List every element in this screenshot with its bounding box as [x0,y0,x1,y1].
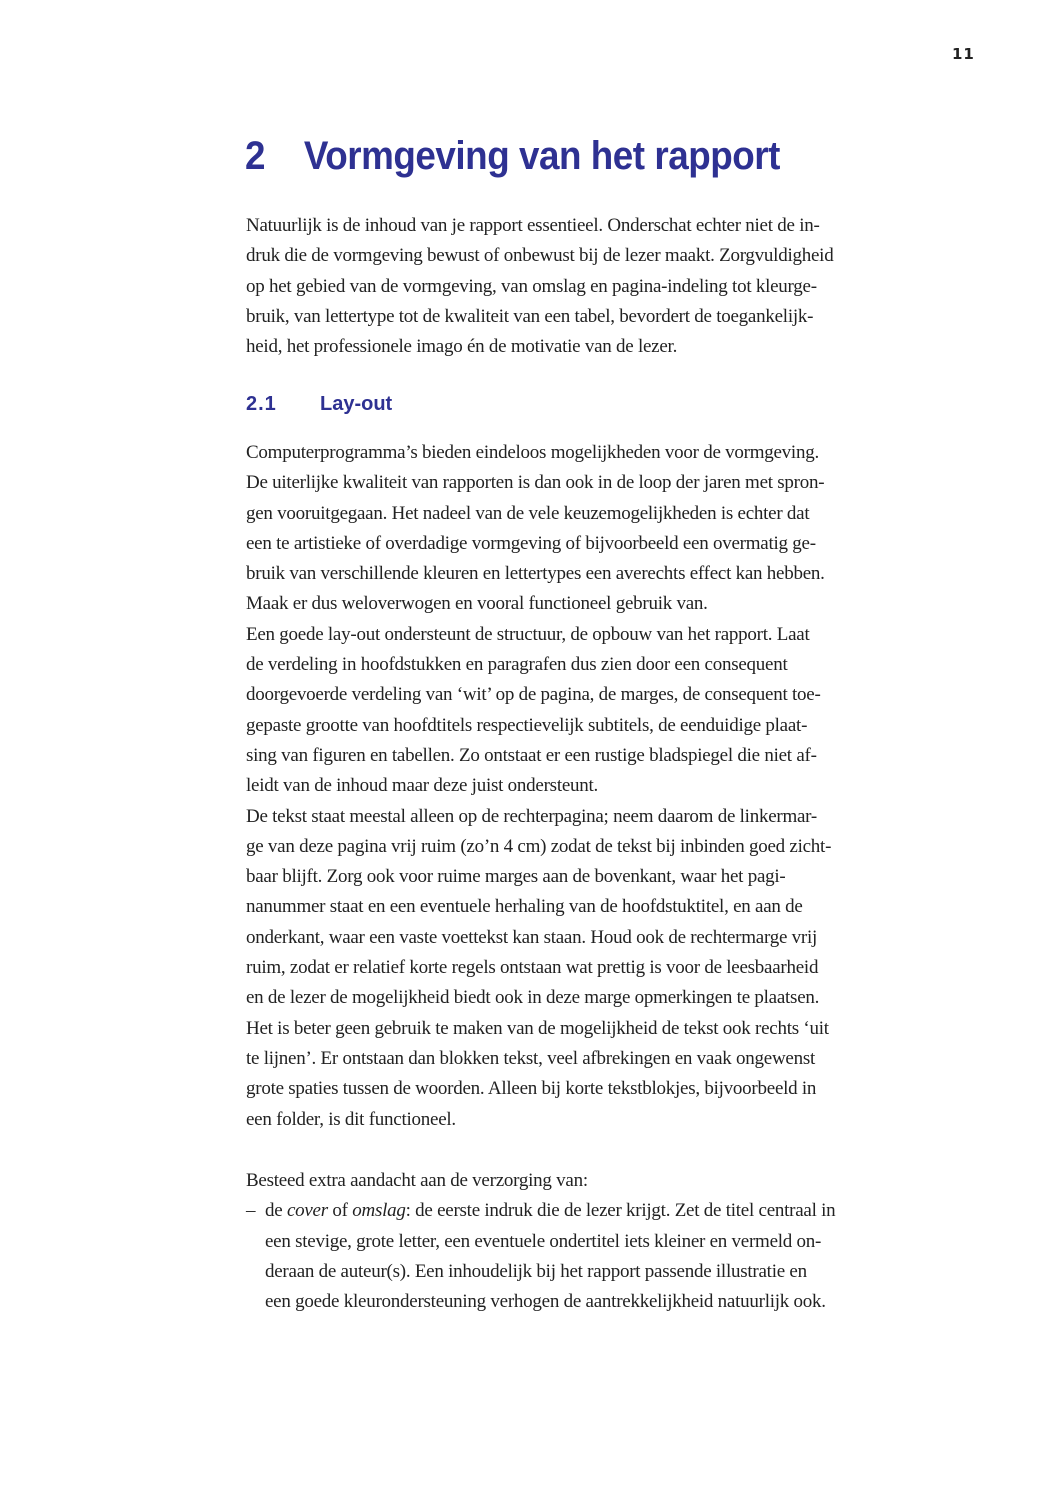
chapter-number: 2 [245,134,266,178]
text: : de eerste indruk die de lezer krijgt. Zet de titel centraal in [405,1200,836,1222]
text-line: een stevige, grote letter, een eventuele ondertitel iets kleiner en vermeld on- [265,1230,822,1252]
list-item-line [265,1196,835,1226]
text-line: bruik van verschillende kleuren en lettertypes een averechts effect kan hebben. [246,563,825,585]
text-line: onderkant, waar een vaste voettekst kan staan. Houd ook de rechtermarge vrij [246,926,818,948]
text-line: grote spaties tussen de woorden. Alleen bij korte tekstblokjes, bijvoorbeeld in [246,1078,817,1100]
text: de [265,1200,287,1222]
text-line: gepaste grootte van hoofdtitels respectievelijk subtitels, de eenduidige plaat- [246,714,808,736]
text-line: deraan de auteur(s). Een inhoudelijk bij het rapport passende illustratie en [265,1260,807,1282]
section-title: Lay-out [320,393,393,415]
text-line: De uiterlijke kwaliteit van rapporten is dan ook in de loop der jaren met spron- [246,472,825,494]
chapter-heading [245,134,780,179]
text-line: Computerprogramma’s bieden eindeloos mogelijkheden voor de vormgeving. [246,442,819,463]
text-line: ge van deze pagina vrij ruim (zo’n 4 cm) zodat de tekst bij inbinden goed zicht- [246,835,832,857]
text-line: doorgevoerde verdeling van ‘wit’ op de pagina, de marges, de consequent toe- [246,684,821,706]
text-line: De tekst staat meestal alleen op de rechterpagina; neem daarom de linkermar- [246,805,817,827]
text: of [327,1200,353,1222]
term-omslag: omslag [352,1200,406,1222]
text-line: een te artistieke of overdadige vormgeving of bijvoorbeeld een overmatig ge- [246,532,816,554]
page-number: 11 [952,45,975,63]
text-line: een goede kleurondersteuning verhogen de aantrekkelijkheid natuurlijk ook. [265,1291,826,1313]
chapter-title: Vormgeving van het rapport [303,134,780,178]
text-line: sing van figuren en tabellen. Zo ontstaat er een rustige bladspiegel die niet af- [246,744,817,766]
text-line: ruim, zodat er relatief korte regels ontstaan wat prettig is voor de leesbaarheid [246,957,819,979]
text-line: leidt van de inhoud maar deze juist ondersteunt. [246,775,599,797]
text-line: baar blijft. Zorg ook voor ruime marges aan de bovenkant, waar het pagi- [246,866,786,888]
term-cover: cover [286,1200,328,1222]
text-line: Natuurlijk is de inhoud van je rapport essentieel. Onderschat echter niet de in- [246,215,820,236]
text-line: heid, het professionele imago én de motivatie van de lezer. [246,336,678,358]
text-line: bruik, van lettertype tot de kwaliteit van een tabel, bevordert de toegankelijk- [246,305,814,327]
section-number: 2.1 [246,393,277,415]
intro-paragraph [246,211,833,362]
list-section [246,1166,835,1317]
text-line: nanummer staat en een eventuele herhaling van de hoofdstuktitel, en aan de [246,896,803,918]
body-text [246,438,831,1135]
text-line: Het is beter geen gebruik te maken van de mogelijkheid de tekst ook rechts ‘uit [246,1017,829,1039]
list-intro: Besteed extra aandacht aan de verzorging van: [246,1170,588,1191]
text-line: op het gebied van de vormgeving, van omslag en pagina-indeling tot kleurge- [246,275,817,297]
text-line: te lijnen’. Er ontstaan dan blokken tekst, veel afbrekingen en vaak ongewenst [246,1047,816,1069]
list-item [246,1196,835,1317]
text-line: een folder, is dit functioneel. [246,1108,456,1130]
text-line: Een goede lay-out ondersteunt de structuur, de opbouw van het rapport. Laat [246,623,810,645]
section-heading [246,393,392,416]
text-line: druk die de vormgeving bewust of onbewust bij de lezer maakt. Zorgvuldigheid [246,245,834,267]
text-line: gen vooruitgegaan. Het nadeel van de vele keuzemogelijkheden is echter dat [246,502,810,524]
dash-bullet: – [246,1200,256,1222]
text-line: de verdeling in hoofdstukken en paragrafen dus zien door een consequent [246,654,788,676]
text-line: en de lezer de mogelijkheid biedt ook in deze marge opmerkingen te plaatsen. [246,987,820,1009]
text-line: Maak er dus weloverwogen en vooral functioneel gebruik van. [246,593,708,615]
